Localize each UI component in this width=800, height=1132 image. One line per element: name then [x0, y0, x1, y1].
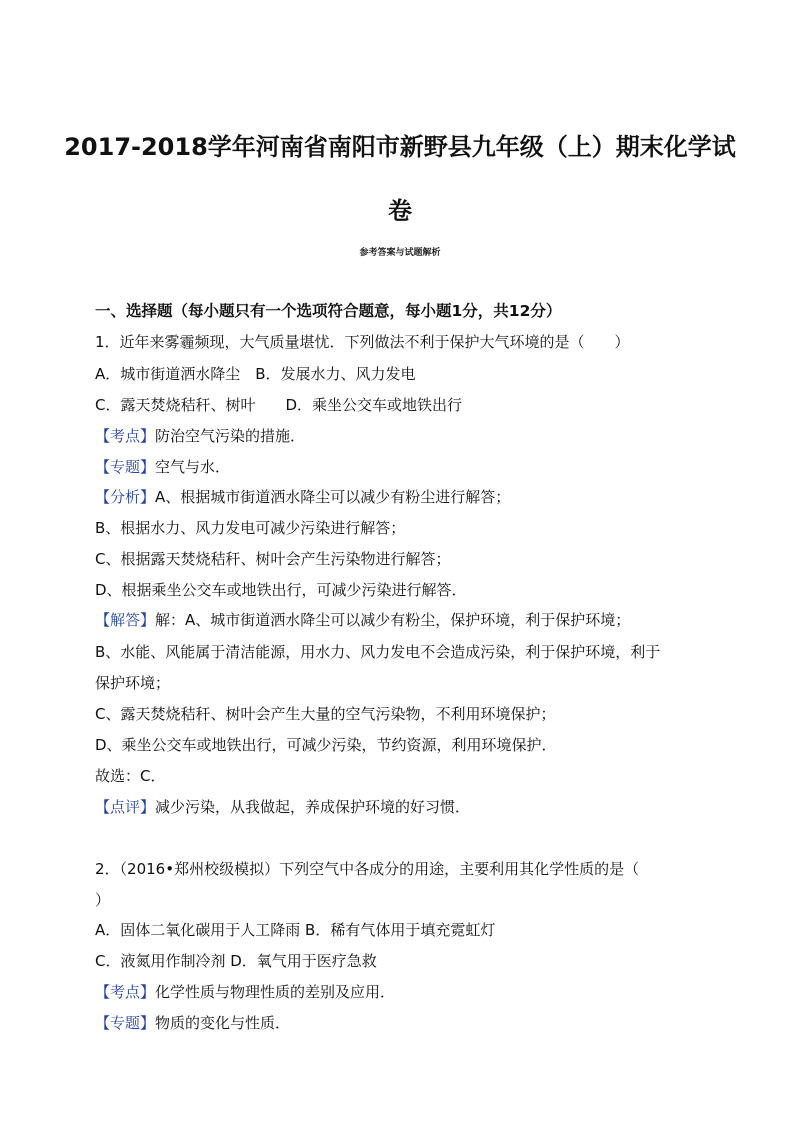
- q1-fenxi-b: B、根据水力、风力发电可减少污染进行解答；: [95, 519, 406, 537]
- dianping-text: 减少污染，从我做起，养成保护环境的好习惯．: [155, 798, 471, 816]
- q2-stem-line1: 2．（2016•郑州校级模拟）下列空气中各成分的用途，主要利用其化学性质的是（: [95, 860, 640, 878]
- section-heading: 一、选择题（每小题只有一个选项符合题意，每小题1分，共12分）: [95, 302, 562, 320]
- q2-options-cd: C．液氮用作制冷剂 D．氧气用于医疗急救: [95, 952, 377, 970]
- q1-fenxi-d: D、根据乘坐公交车或地铁出行，可减少污染进行解答．: [95, 581, 467, 599]
- zhuanti-tag: 【专题】: [95, 458, 156, 476]
- q2-stem-line2: ）: [95, 891, 111, 909]
- page-title-line1: 2017-2018学年河南省南阳市新野县九年级（上）期末化学试: [64, 133, 736, 161]
- q1-jieda: [95, 609, 715, 631]
- q1-answer: 故选：C．: [95, 767, 166, 785]
- kaodian-tag: 【考点】: [95, 427, 156, 445]
- q1-options-cd: C．露天焚烧秸秆、树叶 D．乘坐公交车或地铁出行: [95, 396, 463, 414]
- fenxi-tag: 【分析】: [95, 488, 156, 506]
- kaodian-tag: 【考点】: [95, 983, 156, 1001]
- jieda-tag: 【解答】: [95, 611, 156, 629]
- dianping-tag: 【点评】: [95, 798, 156, 816]
- zhuanti-text: 空气与水．: [155, 458, 231, 476]
- q1-jieda-d: D、乘坐公交车或地铁出行，可减少污染，节约资源，利用环境保护．: [95, 736, 557, 754]
- q1-options-ab: A．城市街道洒水降尘 B．发展水力、风力发电: [95, 365, 416, 383]
- q1-stem: 1．近年来雾霾频现，大气质量堪忧．下列做法不利于保护大气环境的是（ ）: [95, 333, 630, 351]
- q2-zhuanti: [95, 1012, 715, 1034]
- page-subtitle: 参考答案与试题解析: [359, 248, 441, 258]
- q1-zhuanti: [95, 456, 715, 478]
- q2-options-ab: A．固体二氧化碳用于人工降雨 B．稀有气体用于填充霓虹灯: [95, 921, 496, 939]
- q1-dianping: [95, 796, 715, 818]
- fenxi-text: A、根据城市街道洒水降尘可以减少有粉尘进行解答；: [155, 488, 511, 506]
- q1-fenxi-c: C、根据露天焚烧秸秆、树叶会产生污染物进行解答；: [95, 550, 451, 568]
- kaodian-text: 防治空气污染的措施．: [155, 427, 306, 445]
- q2-kaodian: [95, 981, 715, 1003]
- q1-jieda-c: C、露天焚烧秸秆、树叶会产生大量的空气污染物，不利用环境保护；: [95, 705, 556, 723]
- q1-jieda-b1: B、水能、风能属于清洁能源，用水力、风力发电不会造成污染，利于保护环境，利于: [95, 643, 661, 661]
- jieda-text: 解：A、城市街道洒水降尘可以减少有粉尘，保护环境，利于保护环境；: [155, 611, 631, 629]
- zhuanti-text: 物质的变化与性质．: [155, 1014, 291, 1032]
- q1-fenxi: [95, 486, 715, 508]
- q1-jieda-b2: 保护环境；: [95, 674, 171, 692]
- zhuanti-tag: 【专题】: [95, 1014, 156, 1032]
- page-title-line2: 卷: [388, 197, 412, 225]
- q1-kaodian: [95, 425, 715, 447]
- kaodian-text: 化学性质与物理性质的差别及应用．: [155, 983, 396, 1001]
